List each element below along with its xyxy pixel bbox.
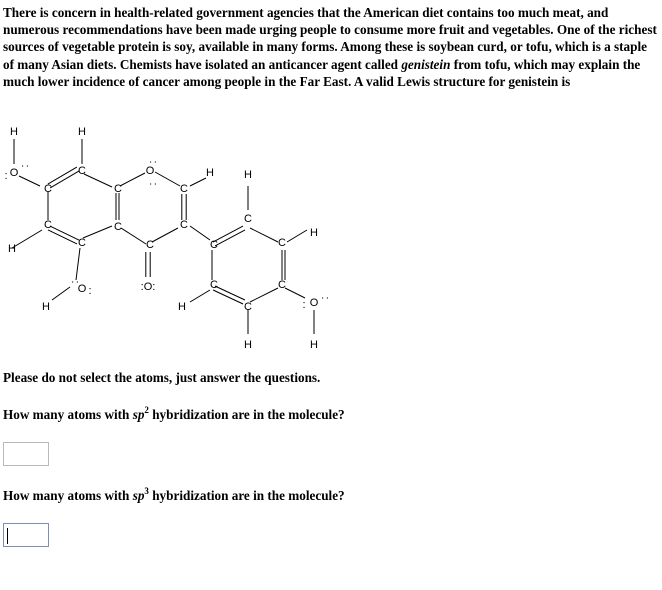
- bond-line: [52, 287, 70, 300]
- atom-c: C: [78, 237, 86, 249]
- bond-line: [250, 288, 278, 302]
- lone-pair: :: [88, 285, 92, 297]
- atom-o: O: [309, 297, 319, 309]
- atom-o: O: [9, 167, 19, 179]
- text-caret: [7, 528, 8, 544]
- atom-c: C: [44, 219, 52, 231]
- atom-o: O: [145, 165, 155, 177]
- bond-lines: [9, 139, 314, 334]
- bond-line: [12, 230, 42, 248]
- atom-c: C: [78, 165, 86, 177]
- carbonyl-oxygen: :O:: [140, 281, 156, 293]
- atom-c: C: [180, 183, 188, 195]
- lone-pair: :: [147, 160, 159, 164]
- bond-line: [83, 226, 112, 238]
- bond-line: [76, 248, 80, 280]
- bond-line: [120, 173, 145, 186]
- question-sp2: How many atoms with $sp^2$ hybridization are in the molecule?: [3, 405, 345, 422]
- instruction-text: Please do not select the atoms, just answer the questions.: [3, 370, 321, 385]
- bond-line: [215, 230, 245, 246]
- atom-h: H: [206, 167, 214, 179]
- superscript-3: 3: [144, 486, 149, 496]
- intro-part-2: from tofu, which may explain the much lower incidence of cancer among people in the Far East. A valid Lewis structure for genistein is: [3, 56, 641, 89]
- bond-line: [50, 171, 79, 188]
- question-sp3: How many atoms with $sp^3$ hybridization are in the molecule?: [3, 486, 345, 503]
- bond-line: [19, 176, 40, 186]
- bond-line: [285, 288, 305, 298]
- atom-labels: [4, 126, 331, 351]
- atom-c: C: [244, 213, 252, 225]
- atom-h: H: [10, 126, 18, 138]
- genistein-term: genistein: [401, 56, 451, 72]
- atom-c: C: [210, 239, 218, 251]
- lone-pair: :: [319, 296, 331, 300]
- sp2-answer-input[interactable]: [3, 442, 49, 466]
- bond-line: [190, 226, 210, 240]
- atom-c: C: [278, 279, 286, 291]
- bond-line: [152, 228, 178, 242]
- sp3-answer-input[interactable]: [3, 523, 49, 547]
- atom-h: H: [42, 301, 50, 313]
- atom-h: H: [178, 301, 186, 313]
- problem-text: [3, 4, 658, 90]
- atom-h: H: [8, 243, 16, 255]
- bond-line: [190, 290, 210, 302]
- atom-c: C: [146, 239, 154, 251]
- bond-line: [190, 178, 206, 186]
- lone-pair: :: [302, 299, 306, 311]
- atom-h: H: [310, 339, 318, 351]
- atom-c: C: [114, 183, 122, 195]
- atom-c: C: [244, 301, 252, 313]
- atom-c: C: [180, 219, 188, 231]
- lone-pair: :: [4, 170, 8, 182]
- atom-c: C: [44, 183, 52, 195]
- bond-line: [48, 167, 77, 184]
- sp-term: sp: [132, 488, 145, 503]
- atom-o: O: [77, 283, 87, 295]
- atom-c: C: [114, 221, 122, 233]
- atom-h: H: [244, 339, 252, 351]
- atom-c: C: [278, 237, 286, 249]
- bond-line: [287, 230, 307, 242]
- sp-term: sp: [132, 407, 145, 422]
- bond-line: [121, 228, 146, 244]
- lone-pair: :: [69, 280, 81, 284]
- lone-pair: :: [19, 164, 31, 168]
- atom-h: H: [78, 126, 86, 138]
- lone-pair: :: [147, 182, 159, 186]
- bond-line: [84, 174, 112, 187]
- genistein-lewis-structure: [0, 122, 340, 357]
- atom-h: H: [244, 169, 252, 181]
- superscript-2: 2: [144, 405, 149, 415]
- atom-h: H: [310, 227, 318, 239]
- intro-part-1: There is concern in health-related government agencies that the American diet contains too much meat, and numerous recommendations have been made urging people to consume more fruit and vegetables. One of the richest sources of vegetable protein is soy, available in many forms. Among these is soybean curd, or tofu, which is a staple of many Asian diets. Chemists have isolated an anticancer agent called: [3, 5, 657, 72]
- atom-c: C: [210, 279, 218, 291]
- bond-line: [250, 228, 278, 242]
